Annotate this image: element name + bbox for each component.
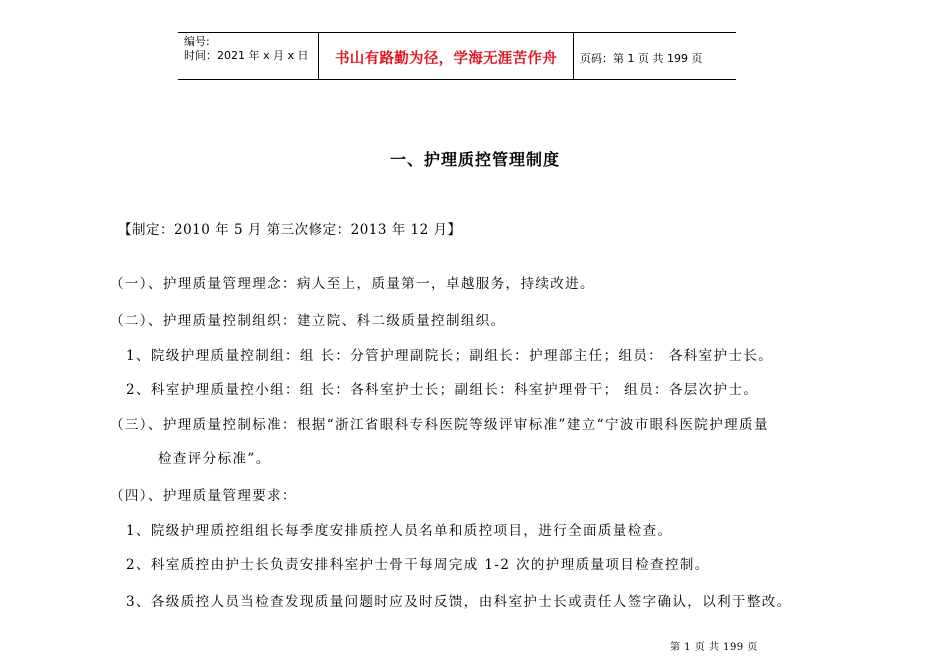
page-footer: 第 1 页 共 199 页 <box>670 642 758 653</box>
time-label: 时间：2021 年 x 月 x 日 <box>184 49 309 62</box>
paragraph-line: （四）、护理质量管理要求： <box>110 488 297 504</box>
paragraph-line: （二）、护理质量控制组织：建立院、科二级质量控制组织。 <box>110 313 506 329</box>
motto: 书山有路勤为径，学海无涯苦作舟 <box>335 51 557 67</box>
paragraph-line: 3、各级质控人员当检查发现质量问题时应及时反馈，由科室护士长或责任人签字确认，以利于整改。 <box>126 594 792 610</box>
revision-note: 【制定：2010 年 5 月 第三次修定：2013 年 12 月】 <box>118 222 462 238</box>
paragraph-line: 2、科室质控由护士长负责安排科室护士骨干每周完成 1-2 次的护理质量项目检查控制。 <box>126 557 710 573</box>
document-title: 一、护理质控管理制度 <box>389 150 560 169</box>
header-meta <box>178 33 318 79</box>
paragraph-line: 检查评分标准”。 <box>158 451 271 467</box>
paragraph-line: 1、院级护理质量控制组：组 长：分管护理副院长；副组长：护理部主任；组员： 各科室护士长。 <box>126 348 774 364</box>
page-label: 页码：第 1 页 共 199 页 <box>580 52 703 65</box>
paragraph-line: 1、院级护理质控组组长每季度安排质控人员名单和质控项目，进行全面质量检查。 <box>126 523 673 539</box>
header-motto-cell <box>318 33 574 79</box>
document-header <box>178 32 736 80</box>
header-page-cell <box>574 33 736 79</box>
paragraph-line: 2、科室护理质量控小组：组 长：各科室护士长；副组长：科室护理骨干； 组员：各层次护士。 <box>126 382 759 398</box>
paragraph-line: （一）、护理质量管理理念：病人至上，质量第一，卓越服务，持续改进。 <box>110 276 595 292</box>
paragraph-line: （三）、护理质量控制标准：根据“浙江省眼科专科医院等级评审标准”建立“宁波市眼科医院护理质量 <box>110 417 769 433</box>
number-label: 编号: <box>184 35 210 48</box>
